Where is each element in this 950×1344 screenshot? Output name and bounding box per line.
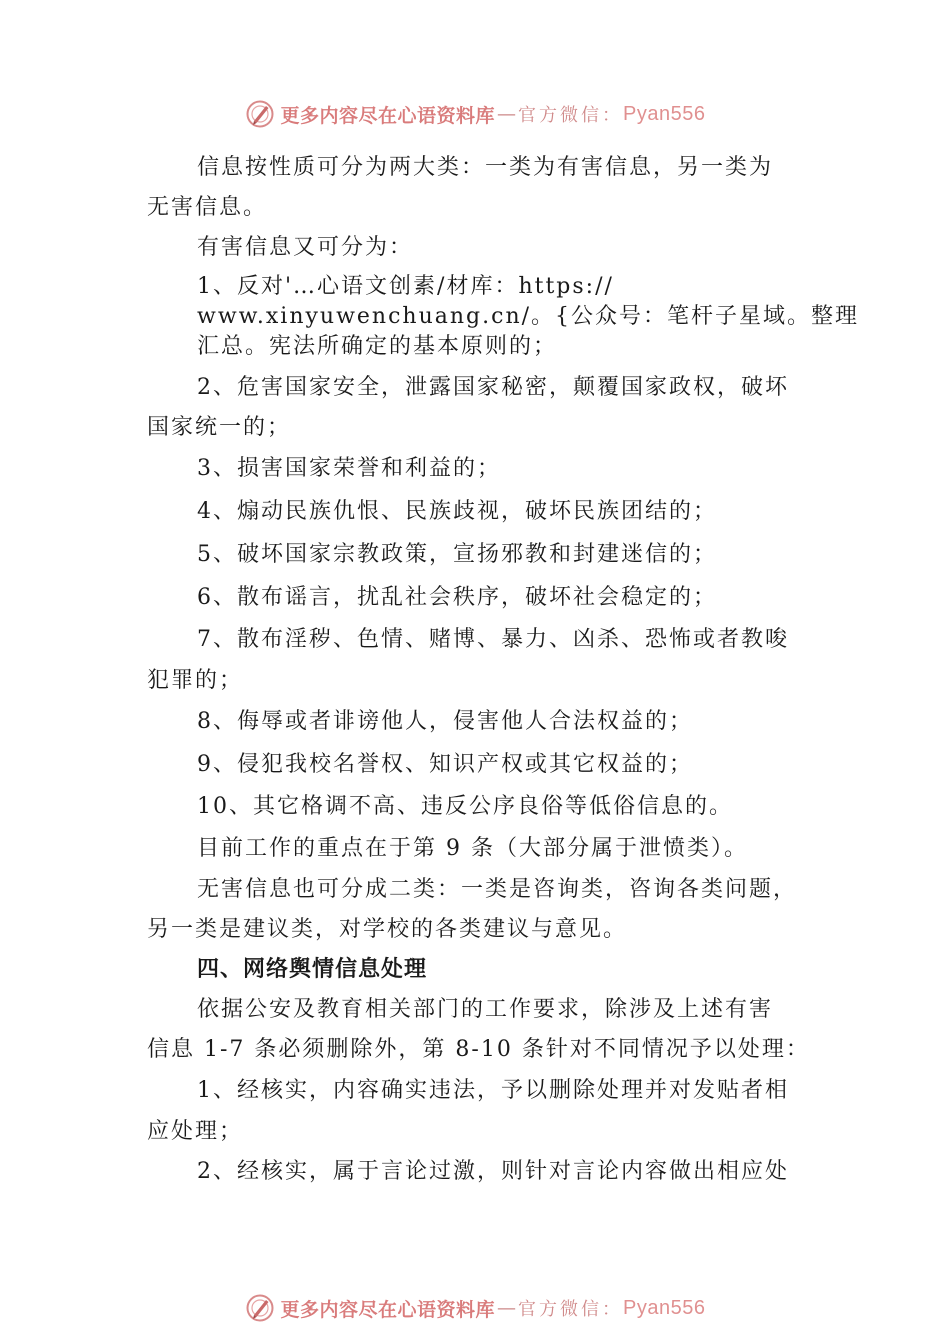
paragraph-line: 目前工作的重点在于第 9 条（大部分属于泄愤类）。 [197, 836, 748, 861]
list-item: 4、煽动民族仇恨、民族歧视，破坏民族团结的； [197, 499, 717, 524]
watermark-dash: — [497, 1297, 517, 1319]
watermark-id-text: Pyan556 [623, 1296, 706, 1319]
list-item-line: 2、危害国家安全，泄露国家秘密，颠覆国家政权，破坏 [197, 375, 789, 400]
list-item: 10、其它格调不高、违反公序良俗等低俗信息的。 [197, 794, 733, 819]
list-item-line: 应处理； [147, 1119, 244, 1144]
paragraph-line: 信息 1-7 条必须删除外，第 8-10 条针对不同情况予以处理： [147, 1037, 810, 1062]
paragraph-line: 无害信息。 [147, 195, 268, 220]
paragraph-line: 另一类是建议类，对学校的各类建议与意见。 [147, 917, 628, 942]
section-heading: 四、网络舆情信息处理 [197, 957, 428, 982]
watermark-main-text: 更多内容尽在心语资料库 [280, 104, 496, 127]
watermark-id-text: Pyan556 [623, 102, 706, 125]
list-item: 6、散布谣言，扰乱社会秩序，破坏社会稳定的； [197, 585, 717, 610]
watermark-header [0, 96, 950, 132]
watermark-footer [0, 1290, 950, 1326]
pen-logo-icon [245, 1293, 275, 1323]
list-item-line: 1、反对'…心语文创素/材库：https:// [197, 274, 614, 299]
list-item-line: 1、经核实，内容确实违法，予以删除处理并对发贴者相 [197, 1078, 789, 1103]
watermark-official-text: 官方微信： [518, 105, 624, 126]
list-item: 9、侵犯我校名誉权、知识产权或其它权益的； [197, 752, 693, 777]
paragraph-line: 依据公安及教育相关部门的工作要求，除涉及上述有害 [197, 997, 774, 1022]
watermark-main-text: 更多内容尽在心语资料库 [280, 1298, 496, 1321]
document-body [147, 148, 860, 1192]
list-item-line: 国家统一的； [147, 415, 292, 440]
paragraph-line: 有害信息又可分为： [197, 235, 414, 260]
list-item-line: 7、散布淫秽、色情、赌博、暴力、凶杀、恐怖或者教唆 [197, 627, 789, 652]
list-item-line: www.xinyuwenchuang.cn/。{公众号：笔杆子星域。整理 [197, 304, 860, 329]
watermark-official-text: 官方微信： [518, 1299, 624, 1320]
list-item: 8、侮辱或者诽谤他人，侵害他人合法权益的； [197, 709, 693, 734]
list-item-line: 汇总。宪法所确定的基本原则的； [197, 334, 558, 359]
list-item-line: 犯罪的； [147, 668, 244, 693]
list-item: 5、破坏国家宗教政策，宣扬邪教和封建迷信的； [197, 542, 717, 567]
paragraph-line: 信息按性质可分为两大类：一类为有害信息，另一类为 [197, 155, 774, 180]
pen-logo-icon [245, 99, 275, 129]
paragraph-line: 无害信息也可分成二类：一类是咨询类，咨询各类问题， [197, 877, 798, 902]
watermark-dash: — [497, 103, 517, 125]
list-item-line: 2、经核实，属于言论过激，则针对言论内容做出相应处 [197, 1159, 789, 1184]
list-item: 3、损害国家荣誉和利益的； [197, 456, 501, 481]
